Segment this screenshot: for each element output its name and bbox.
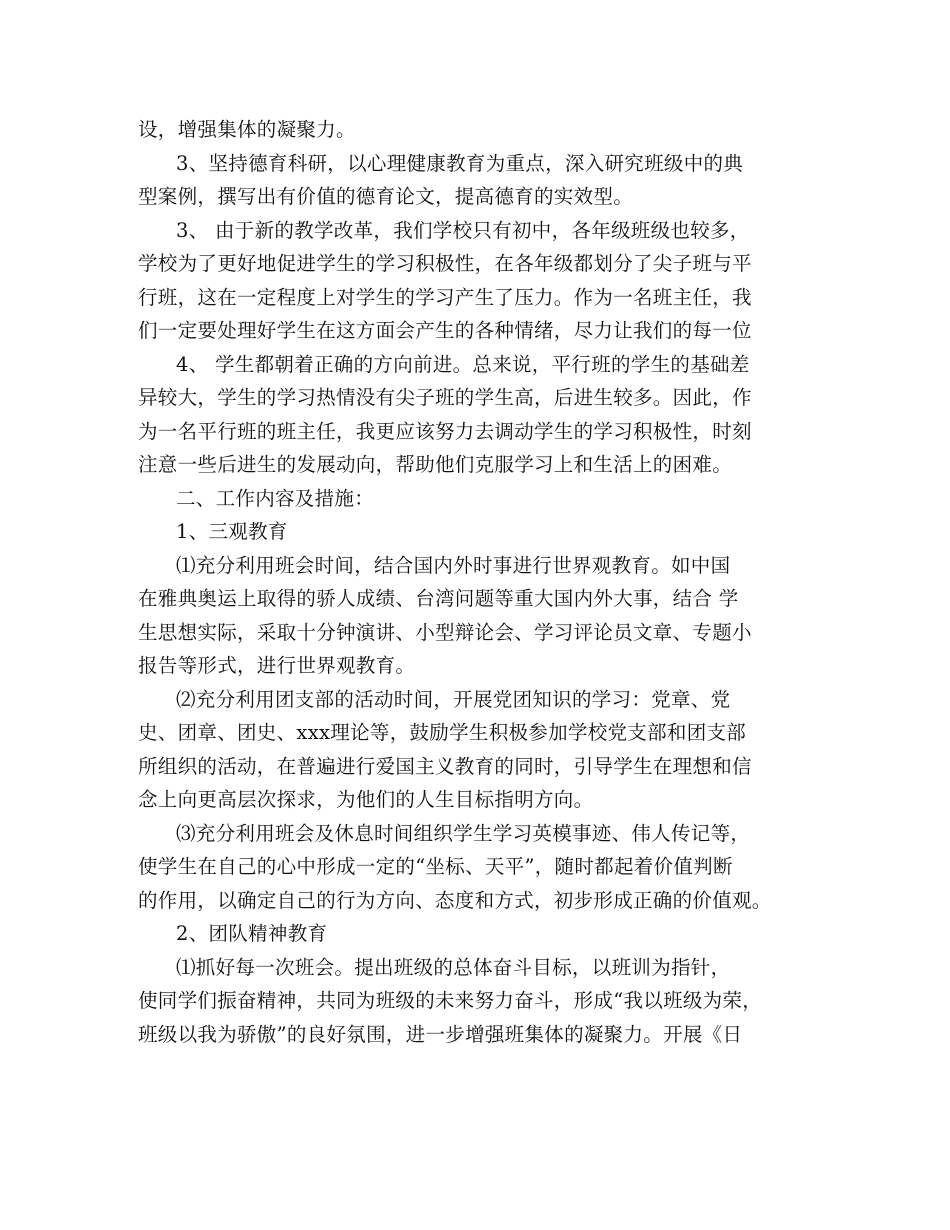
text-line: 班级以我为骄傲”的良好氛围，进一步增强班集体的凝聚力。开展《日 — [138, 1022, 743, 1046]
text-line: ⑵充分利用团支部的活动时间，开展党团知识的学习：党章、党 — [176, 687, 731, 711]
text-line: 念上向更高层次探求，为他们的人生目标指明方向。 — [138, 788, 594, 811]
text-line: 为一名平行班的班主任，我更应该努力去调动学生的学习积极性，时刻 — [138, 419, 752, 443]
text-line: 在雅典奥运上取得的骄人成绩、台湾问题等重大国内外大事，结合 学 — [138, 587, 739, 610]
text-line: 生思想实际，采取十分钟演讲、小型辩论会、学习评论员文章、专题小 — [138, 620, 752, 644]
text-line: ⑴充分利用班会时间，结合国内外时事进行世界观教育。如中国 — [176, 553, 731, 577]
text-line: 异较大，学生的学习热情没有尖子班的学生高，后进生较多。因此，作 — [138, 386, 752, 409]
text-line: 所组织的活动，在普遍进行爱国主义教育的同时，引导学生在理想和信 — [138, 754, 752, 778]
text-line: 史、团章、团史、xxx理论等，鼓励学生积极参加学校党支部和团支部 — [138, 721, 747, 744]
text-line: 二、工作内容及措施： — [176, 486, 375, 510]
text-line: 设，增强集体的凝聚力。 — [138, 118, 356, 141]
text-line: 1、三观教育 — [176, 520, 288, 543]
text-line: 4、 学生都朝着正确的方向前进。总来说，平行班的学生的基础差 — [176, 352, 750, 376]
text-line: 使同学们振奋精神，共同为班级的未来努力奋斗，形成“我以班级为荣， — [138, 989, 763, 1012]
text-line: 型案例，撰写出有价值的德育论文，提高德育的实效型。 — [138, 185, 634, 208]
text-line: 行班，这在一定程度上对学生的学习产生了压力。作为一名班主任，我 — [138, 285, 752, 309]
text-line: 的作用，以确定自己的行为方向、态度和方式，初步形成正确的价值观。 — [138, 888, 772, 912]
text-line: 3、坚持德育科研，以心理健康教育为重点，深入研究班级中的典 — [176, 151, 744, 175]
text-line: 注意一些后进生的发展动向，帮助他们克服学习上和生活上的困难。 — [138, 453, 733, 476]
text-line: 使学生在自己的心中形成一定的“坐标、天平”，随时都起着价值判断 — [138, 855, 733, 878]
document-body — [138, 113, 828, 1051]
text-line: 3、 由于新的教学改革，我们学校只有初中，各年级班级也较多， — [176, 218, 750, 242]
text-line: 2、团队精神教育 — [176, 922, 328, 945]
text-line: ⑴抓好每一次班会。提出班级的总体奋斗目标，以班训为指针， — [176, 955, 731, 979]
text-line: ⑶充分利用班会及休息时间组织学生学习英模事迹、伟人传记等， — [176, 821, 751, 845]
text-line: 报告等形式，进行世界观教育。 — [138, 654, 416, 677]
text-line: 学校为了更好地促进学生的学习积极性，在各年级都划分了尖子班与平 — [138, 252, 752, 275]
text-line: 们一定要处理好学生在这方面会产生的各种情绪，尽力让我们的每一位 — [138, 319, 752, 342]
